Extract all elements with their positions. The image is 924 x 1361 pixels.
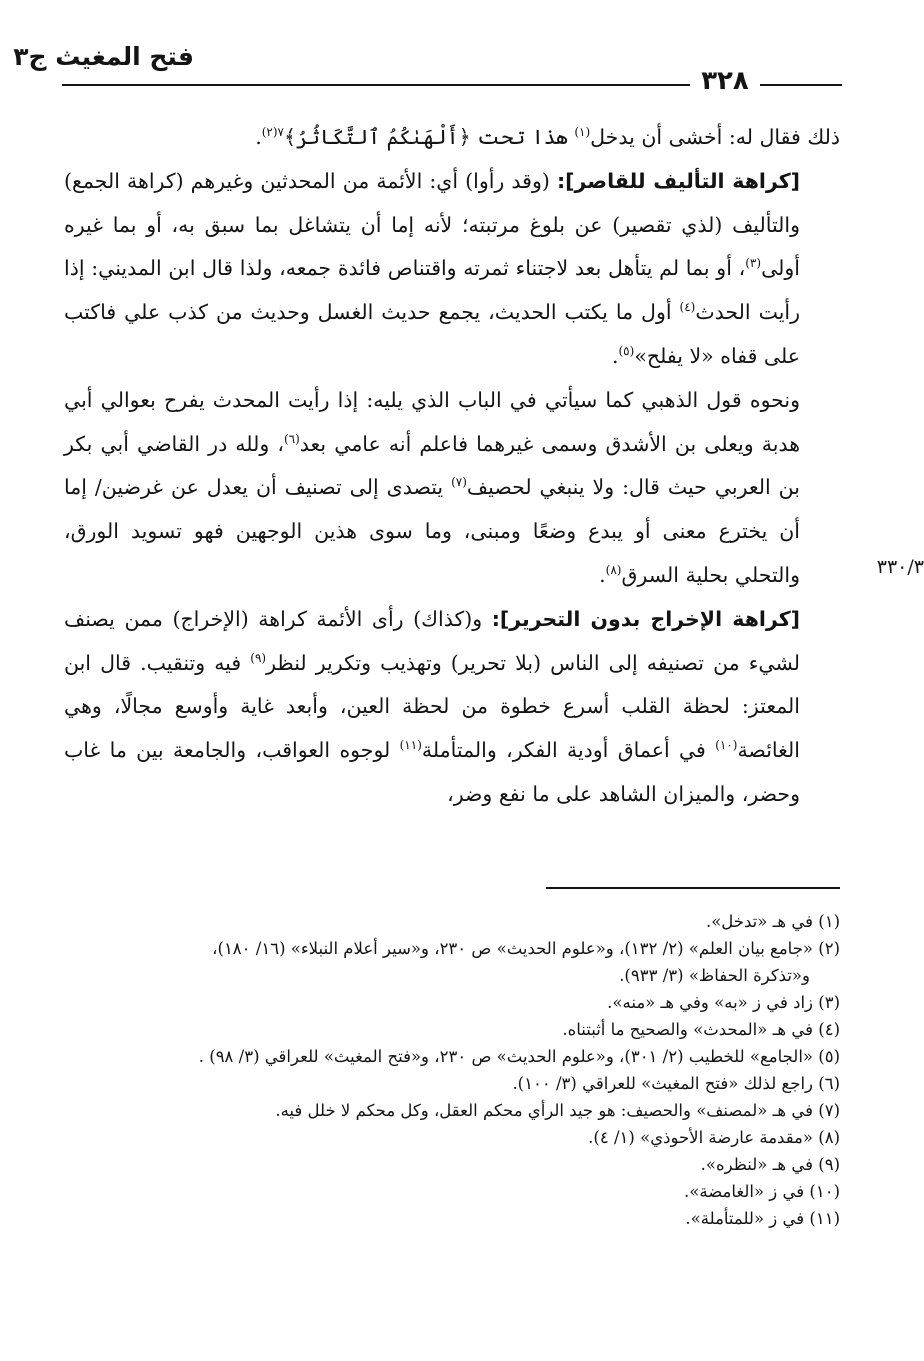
paragraph: [64, 379, 840, 598]
text-run: .: [611, 343, 619, 368]
footnote-rule: [546, 887, 840, 889]
paragraph: [64, 160, 840, 379]
paragraph: [64, 116, 840, 160]
page-number: ٣٢٨: [690, 61, 760, 101]
text-run: .: [255, 125, 262, 149]
text-run: لوجوه العواقب، والجامعة بين ما غاب وحضر، والميزان الشاهد على ما نفع وضر،: [64, 738, 800, 806]
text-run: يتصدى إلى تصنيف أن يعدل عن غرضين/ إما أن يخترع معنى أو يبدع وضعًا ومبنى، وما سوى هذين الوجهين فهو تسويد الورق، والتحلي بحلية السرق: [64, 475, 800, 587]
footnote-ref: (١): [574, 125, 591, 140]
text-run: ونحوه قول الذهبي كما سيأتي في الباب الذي يليه: إذا رأيت المحدث يفرح بعوالي أبي هدبة ويعلى بن الأشدق وسمى غيرهما فاعلم أنه عامي بعد: [64, 387, 800, 456]
footnote: (٧) في هـ «لمصنف» والحصيف: هو جيد الرأي محكم العقل، وكل محكم لا خلل فيه.: [275, 1101, 840, 1120]
footnote: (٢) «جامع بيان العلم» (٢/ ١٣٢)، و«علوم الحديث» ص ٢٣٠، و«سير أعلام النبلاء» (١٦/ ١٨٠)،: [212, 939, 840, 958]
text-run: في أعماق أودية الفكر، والمتأملة: [421, 738, 716, 763]
footnote-ref: (٥): [618, 344, 635, 359]
footnote-ref: (١٠): [715, 738, 738, 753]
footnote-ref: (٢): [261, 125, 278, 140]
verse-number: ٧: [277, 125, 284, 140]
text-run: .: [599, 562, 606, 587]
text-run: فيه وتنقيب. قال ابن المعتز: لحظة القلب أسرع خطوة من لحظة العين، وأبعد غاية وأوسع مجالًا، وهي الغائصة: [64, 650, 800, 763]
running-header-title: فتح المغيث ج٣: [13, 42, 194, 71]
text-run: ذلك فقال له: أخشى أن يدخل: [590, 125, 840, 149]
text-run: (وقد رأوا) أي: الأئمة من المحدثين وغيرهم (كراهة الجمع) والتأليف (لذي تقصير) عن بلوغ مرتبته؛ لأنه إما أن يتشاغل بما سبق به، أو بما غيره أولى: [64, 168, 800, 281]
footnote-continuation: و«تذكرة الحفاظ» (٣/ ٩٣٣).: [619, 966, 810, 985]
section-heading: [كراهة التأليف للقاصر]:: [556, 168, 800, 193]
footnote-ref: (٩): [250, 650, 267, 665]
footnote: (٨) «مقدمة عارضة الأحوذي» (١/ ٤).: [588, 1128, 840, 1147]
footnote-ref: (٣): [745, 256, 762, 271]
footnote: (١) في هـ «تدخل».: [705, 912, 840, 931]
section-heading: [كراهة الإخراج بدون التحرير]:: [491, 606, 800, 631]
footnote-ref: (٨): [605, 563, 622, 578]
footnote: (١٠) في ز «الغامضة».: [684, 1182, 840, 1201]
footnote: (١١) في ز «للمتأملة».: [685, 1209, 840, 1228]
footnote: (٤) في هـ «المحدث» والصحيح ما أثبتناه.: [562, 1020, 840, 1039]
footnote-ref: (٤): [679, 300, 696, 315]
footnote-ref: (٦): [283, 431, 300, 446]
text-run: ، ولله در القاضي أبي بكر بن العربي حيث قال: ولا ينبغي لحصيف: [64, 431, 800, 500]
main-text: [64, 116, 840, 817]
text-run: ، أو بما لم يتأهل بعد لاجتناء ثمرته واقتناص فائدة جمعه، ولذا قال ابن المديني: إذا رأيت الحدث: [64, 256, 800, 325]
footnote: (٩) في هـ «لنظره».: [700, 1155, 840, 1174]
text-run: هذا تحت ﴿أَلْهَىٰكُمُ ٱلتَّكَاثُرُ﴾: [284, 125, 575, 149]
text-run: و(كذاك) رأى الأئمة كراهة (الإخراج) ممن يصنف لشيء من تصنيفه إلى الناس (بلا تحرير) وتهذيب وتكرير لنظر: [64, 606, 800, 675]
paragraph: [64, 598, 840, 817]
footnote: (٣) زاد في ز «به» وفي هـ «منه».: [607, 993, 840, 1012]
footnotes: [64, 908, 840, 1232]
text-run: أول ما يكتب الحديث، يجمع حديث الغسل وحديث من كذب علي فاكتب على قفاه «لا يفلح»: [64, 300, 800, 368]
margin-page-reference: ٣٣٠/٣: [876, 556, 924, 578]
footnote-ref: (٧): [451, 475, 467, 490]
footnote-ref: (١١): [399, 738, 422, 753]
footnote: (٥) «الجامع» للخطيب (٢/ ٣٠١)، و«علوم الحديث» ص ٢٣٠، و«فتح المغيث» للعراقي (٣/ ٩٨) .: [198, 1047, 840, 1066]
footnote: (٦) راجع لذلك «فتح المغيث» للعراقي (٣/ ١٠٠).: [512, 1074, 840, 1093]
